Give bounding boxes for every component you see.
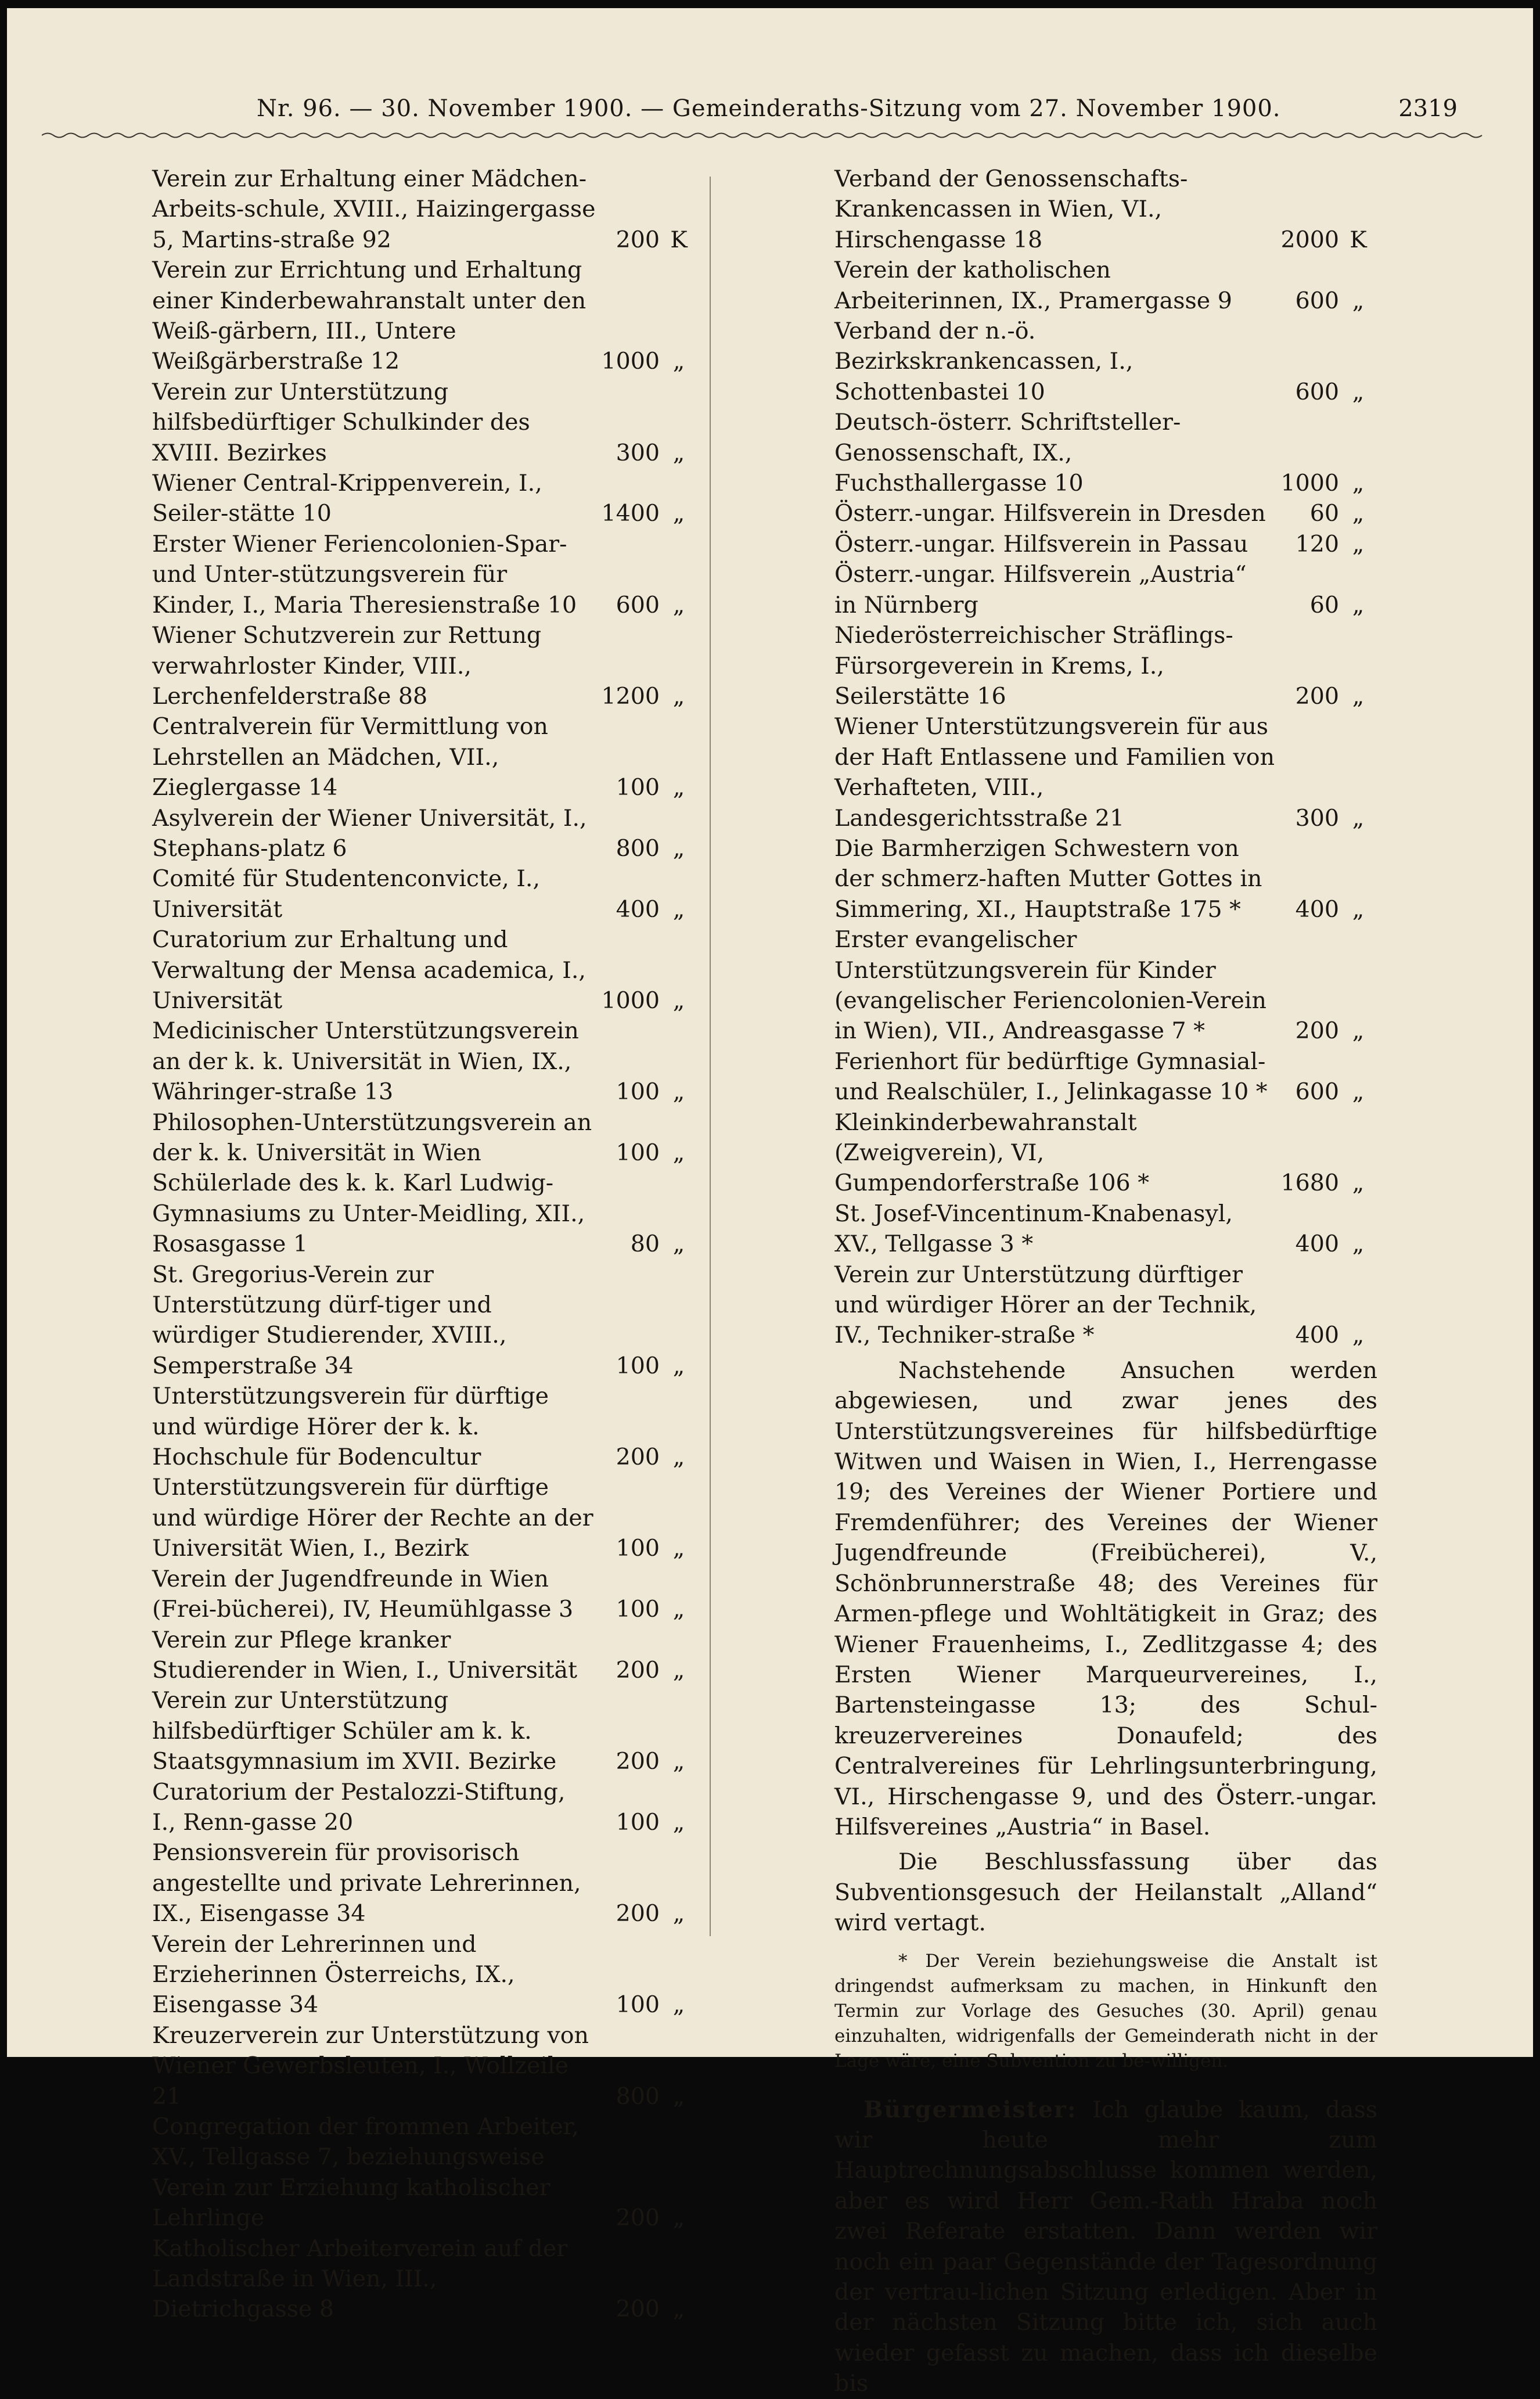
entry-text: Kreuzerverein zur Unterstützung von Wiener Gewerbsleuten, I., Wollzeile 21 [152,2022,589,2110]
entry-unit: „ [672,348,685,375]
subsidy-entry [152,1168,698,1259]
entry-unit: „ [672,591,685,618]
entry-amount: 2000 [1280,226,1339,253]
entry-unit: „ [672,1991,685,2019]
entry-amount: 400 [1295,895,1339,923]
entry-unit: „ [672,1808,685,1836]
subsidy-entry [152,529,698,620]
entry-text: Verein zur Unterstützung hilfsbedürftiger Schulkinder des XVIII. Bezirkes [152,378,530,466]
entry-unit: „ [672,2296,685,2323]
footnote: * Der Verein beziehungsweise die Anstalt ist dringendst aufmerksam zu machen, in Hinkunft den Termin zur Vorlage des Gesuches (30. April) genau einzuhalten, widrigenfalls der Gemeinderath nicht in der Lage wäre, eine Subvention zu be-willigen. [834,1950,1377,2071]
entry-amount: 400 [1295,1322,1339,1349]
subsidy-entry [834,407,1377,498]
entry-unit: K [670,226,688,253]
entry-unit: K [1350,226,1367,253]
right-entries [834,164,1377,1351]
subsidy-entry [834,559,1377,620]
entry-unit: „ [1352,287,1365,314]
entry-text: Verein zur Unterstützung hilfsbedürftiger Schüler am k. k. Staatsgymnasium im XVII. Bezirke [152,1687,557,1775]
document-page [7,8,1533,2397]
entry-unit: „ [1352,378,1365,405]
entry-unit: „ [1352,1170,1365,1197]
entry-text: Verein zur Errichtung und Erhaltung einer Kinderbewahranstalt unter den Weiß-gärbern, III., Untere Weißgärberstraße 12 [152,257,587,375]
entry-text: Österr.-ungar. Hilfsverein „Austria“ in Nürnberg [834,561,1247,618]
left-column [152,164,698,2325]
entry-unit: „ [672,1656,685,1684]
entry-unit: „ [1352,530,1365,558]
subsidy-entry [152,1381,698,1472]
entry-text: Österr.-ungar. Hilfsverein in Dresden [834,500,1266,527]
entry-amount: 100 [616,1535,660,1562]
entry-text: Verein zur Pflege kranker Studierender in Wien, I., Universität [152,1626,577,1684]
entry-text: Die Barmherzigen Schwestern von der schmerz-haften Mutter Gottes in Simmering, XI., Hauptstraße 175 * [834,835,1262,923]
entry-amount: 1000 [601,987,660,1014]
entry-text: St. Gregorius-Verein zur Unterstützung dürf-tiger und würdiger Studierender, XVIII., Semperstraße 34 [152,1261,507,1379]
page-number: 2319 [1398,95,1458,122]
subsidy-entry [152,164,698,255]
entry-amount: 200 [616,1444,660,1471]
subsidy-entry [152,2112,698,2233]
entry-amount: 600 [1295,287,1339,314]
entry-text: Asylverein der Wiener Universität, I., Stephans-platz 6 [152,804,587,862]
entry-text: Unterstützungsverein für dürftige und würdige Hörer der Rechte an der Universität Wien, I., Bezirk [152,1474,593,1562]
entry-text: Niederösterreichischer Sträflings-Fürsorgeverein in Krems, I., Seilerstätte 16 [834,622,1233,710]
subsidy-entry [152,255,698,377]
entry-amount: 1200 [601,682,660,710]
entry-amount: 200 [1295,1017,1339,1045]
entry-text: Katholischer Arbeiterverein auf der Landstraße in Wien, III., Dietrichgasse 8 [152,2235,568,2323]
entry-text: Verein zur Unterstützung dürftiger und würdiger Hörer an der Technik, IV., Techniker-straße * [834,1261,1257,1349]
entry-unit: „ [672,1748,685,1775]
subsidy-entry [152,1685,698,1776]
speech-text: Ich glaube kaum, dass wir heute mehr zum Hauptrechnungsabschlusse kommen werden, aber es wird Herr Gem.-Rath Hraba noch zwei Referate erstatten. Dann werden wir noch ein paar Gegenstände der Tagesordnung der vertrau-lichen Sitzung erledigen. Aber in der nächsten Sitzung bitte ich, sich auch wieder gefasst zu machen, dass ich dieselbe bis [834,2096,1377,2397]
entry-amount: 100 [616,774,660,801]
subsidy-entry [152,1016,698,1107]
entry-text: Erster Wiener Feriencolonien-Spar- und Unter-stützungsverein für Kinder, I., Maria Theresienstraße 10 [152,530,577,618]
entry-unit: „ [1352,591,1365,618]
entry-text: Congregation der frommen Arbeiter, XV., Tellgasse 7, beziehungsweise Verein zur Erziehung katholischer Lehrlinge [152,2113,579,2232]
entry-text: Medicinischer Unterstützungsverein an der k. k. Universität in Wien, IX., Währinger-straße 13 [152,1017,579,1106]
entry-amount: 60 [1309,500,1339,527]
subsidy-entry [152,2020,698,2112]
paragraph-deferral: Die Beschlussfassung über das Subventionsgesuch der Heilanstalt „Alland“ wird vertagt. [834,1848,1377,1937]
entry-text: Schülerlade des k. k. Karl Ludwig-Gymnasiums zu Unter-Meidling, XII., Rosasgasse 1 [152,1170,585,1258]
entry-text: Comité für Studentenconvicte, I., Universität [152,865,541,923]
entry-unit: „ [672,2204,685,2232]
subsidy-entry [152,1472,698,1563]
subsidy-entry [152,1625,698,1686]
subsidy-entry [834,498,1377,528]
subsidy-entry [834,316,1377,407]
subsidy-entry [834,1046,1377,1107]
entry-unit: „ [672,1078,685,1106]
entry-text: Österr.-ungar. Hilfsverein in Passau [834,530,1248,558]
entry-unit: „ [1352,1017,1365,1045]
entry-unit: „ [1352,470,1365,497]
speech [834,2095,1377,2399]
entry-amount: 120 [1295,530,1339,558]
subsidy-entry [152,925,698,1016]
subsidy-entry [834,255,1377,316]
subsidy-entry [834,529,1377,559]
subsidy-entry [152,1107,698,1168]
entry-unit: „ [672,1352,685,1379]
entry-amount: 100 [616,1808,660,1836]
subsidy-entry [834,1260,1377,1351]
subsidy-entry [152,468,698,529]
paragraph-rejections: Nachstehende Ansuchen werden abgewiesen, und zwar jenes des Unterstützungsvereines für hilfsbedürftige Witwen und Waisen in Wien, I., Herrengasse 19; des Vereines der Wiener Portiere und Fremdenführer; des Vereines der Wiener Jugendfreunde (Freibücherei), V., Schönbrunnerstraße 48; des Vereines für Armen-pflege und Wohltätigkeit in Graz; des Wiener Frauenheims, I., Zedlitzgasse 4; des Ersten Wiener Marqueurvereines, I., Bartensteingasse 13; des Schul-kreuzervereines Donaufeld; des Centralvereines für Lehrlingsunterbringung, VI., Hirschengasse 9, und des Österr.-ungar. Hilfsvereines „Austria“ in Basel. [834,1357,1377,1840]
entry-text: Erster evangelischer Unterstützungsverein für Kinder (evangelischer Feriencolonien-Verein in Wien), VII., Andreasgasse 7 * [834,926,1266,1045]
entry-unit: „ [1352,1078,1365,1106]
entry-text: St. Josef-Vincentinum-Knabenasyl, XV., Tellgasse 3 * [834,1200,1233,1258]
entry-text: Kleinkinderbewahranstalt (Zweigverein), VI, Gumpendorferstraße 106 * [834,1109,1149,1197]
entry-amount: 100 [616,1078,660,1106]
entry-amount: 200 [616,1748,660,1775]
entry-unit: „ [672,439,685,466]
entry-amount: 400 [1295,1231,1339,1258]
entry-text: Pensionsverein für provisorisch angestellte und private Lehrerinnen, IX., Eisengasse 34 [152,1839,581,1927]
entry-unit: „ [672,1535,685,1562]
entry-unit: „ [672,1231,685,1258]
entry-text: Verband der Genossenschafts-Krankencassen in Wien, VI., Hirschengasse 18 [834,166,1188,253]
entry-amount: 200 [616,1656,660,1684]
entry-text: Wiener Schutzverein zur Rettung verwahrloster Kinder, VIII., Lerchenfelderstraße 88 [152,622,542,710]
entry-amount: 100 [616,1352,660,1379]
entry-text: Verein der Jugendfreunde in Wien (Frei-bücherei), IV, Heumühlgasse 3 [152,1565,574,1623]
entry-unit: „ [1352,682,1365,710]
subsidy-entry [834,620,1377,711]
entry-text: Ferienhort für bedürftige Gymnasial- und Realschüler, I., Jelinkagasse 10 * [834,1048,1268,1106]
speaker-label: Bürgermeister: [863,2096,1077,2123]
subsidy-entry [834,1199,1377,1260]
entry-unit: „ [672,500,685,527]
entry-amount: 1000 [601,348,660,375]
entry-text: Centralverein für Vermittlung von Lehrstellen an Mädchen, VII., Zieglergasse 14 [152,713,548,801]
entry-text: Curatorium der Pestalozzi-Stiftung, I., Renn-gasse 20 [152,1778,566,1836]
entry-amount: 1400 [601,500,660,527]
entry-amount: 1680 [1280,1170,1339,1197]
subsidy-entry [152,1564,698,1625]
subsidy-entry [834,1107,1377,1199]
subsidy-entry [152,711,698,803]
entry-unit: „ [672,987,685,1014]
entry-amount: 80 [630,1231,660,1258]
entry-amount: 200 [616,1900,660,1927]
subsidy-entry [152,1929,698,2020]
entry-text: Wiener Central-Krippenverein, I., Seiler-stätte 10 [152,470,542,527]
entry-amount: 400 [616,895,660,923]
subsidy-entry [152,1260,698,1382]
header-title: Nr. 96. — 30. November 1900. — Gemeinderaths-Sitzung vom 27. November 1900. [257,95,1281,122]
entry-unit: „ [672,682,685,710]
entry-amount: 300 [1295,804,1339,832]
entry-unit: „ [1352,500,1365,527]
entry-unit: „ [672,1139,685,1166]
entry-unit: „ [1352,1322,1365,1349]
subsidy-entry [152,377,698,468]
entry-text: Unterstützungsverein für dürftige und würdige Hörer der k. k. Hochschule für Bodencultur [152,1383,549,1471]
entry-unit: „ [1352,1231,1365,1258]
entry-text: Philosophen-Unterstützungsverein an der k. k. Universität in Wien [152,1109,592,1166]
right-column [834,164,1377,2399]
entry-text: Verband der n.-ö. Bezirkskrankencassen, I., Schottenbastei 10 [834,318,1134,405]
entry-unit: „ [672,1596,685,1623]
subsidy-entry [834,925,1377,1046]
entry-amount: 100 [616,1596,660,1623]
column-divider [710,177,711,1936]
entry-unit: „ [672,835,685,862]
subsidy-entry [152,1777,698,1838]
entry-amount: 200 [616,2204,660,2232]
entry-amount: 100 [616,1991,660,2019]
entry-unit: „ [1352,804,1365,832]
subsidy-entry [152,864,698,925]
entry-text: Verein der Lehrerinnen und Erzieherinnen Österreichs, IX., Eisengasse 34 [152,1930,515,2019]
subsidy-entry [152,803,698,864]
entry-amount: 200 [616,226,660,253]
entry-unit: „ [672,1444,685,1471]
entry-amount: 800 [616,835,660,862]
entry-text: Verein der katholischen Arbeiterinnen, IX., Pramergasse 9 [834,257,1232,314]
entry-amount: 100 [616,1139,660,1166]
entry-amount: 600 [1295,1078,1339,1106]
subsidy-entry [152,2233,698,2325]
subsidy-entry [834,164,1377,255]
entry-text: Curatorium zur Erhaltung und Verwaltung der Mensa academica, I., Universität [152,926,586,1014]
entry-amount: 200 [616,2296,660,2323]
entry-text: Wiener Unterstützungsverein für aus der Haft Entlassene und Familien von Verhafteten, VIII., Landesgerichtsstraße 21 [834,713,1275,832]
page-header [7,95,1533,136]
entry-amount: 1000 [1280,470,1339,497]
header-wavy-rule [42,131,1488,139]
subsidy-entry [152,620,698,711]
entry-unit: „ [1352,895,1365,923]
entry-amount: 200 [1295,682,1339,710]
subsidy-entry [152,1837,698,1929]
entry-unit: „ [672,1900,685,1927]
entry-amount: 800 [616,2083,660,2110]
entry-amount: 60 [1309,591,1339,618]
subsidy-entry [834,833,1377,925]
entry-amount: 600 [616,591,660,618]
entry-text: Deutsch-österr. Schriftsteller-Genossenschaft, IX., Fuchsthallergasse 10 [834,409,1181,497]
entry-amount: 300 [616,439,660,466]
entry-unit: „ [672,774,685,801]
entry-amount: 600 [1295,378,1339,405]
entry-text: Verein zur Erhaltung einer Mädchen-Arbeits-schule, XVIII., Haizingergasse 5, Martins-straße 92 [152,166,596,253]
entry-unit: „ [672,895,685,923]
subsidy-entry [834,711,1377,833]
entry-unit: „ [672,2083,685,2110]
